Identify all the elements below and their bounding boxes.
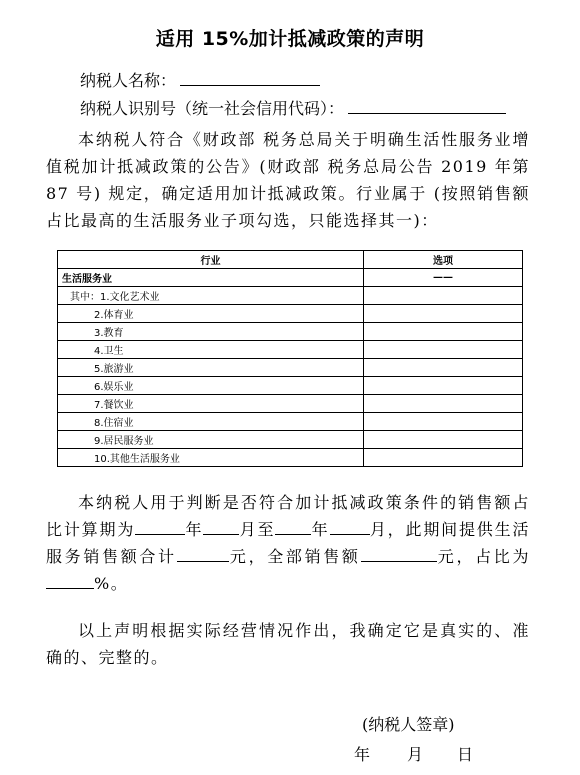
industry-label: 其中：1.文化艺术业 (58, 287, 364, 305)
signature-label: (纳税人签章) (362, 715, 455, 734)
industry-label: 10.其他生活服务业 (58, 449, 364, 467)
sales-text-3: 月至 (239, 520, 276, 539)
taxpayer-name-label: 纳税人名称： (80, 71, 177, 90)
sales-text-6: 元，全部销售额 (228, 547, 361, 566)
sales-ratio-paragraph (46, 489, 530, 597)
table-row (58, 377, 523, 395)
industry-option-cell[interactable] (364, 341, 523, 359)
declaration-paragraph: 本纳税人符合《财政部 税务总局关于明确生活性服务业增值税加计抵减政策的公告》(财政部 税务总局公告 2019 年第 87 号) 规定，确定适用加计抵减政策。行业属于 (按照销售额占比最高的生活服务业子项勾选，只能选择其一)： (46, 130, 530, 230)
life-service-sales-field[interactable] (177, 547, 229, 562)
taxpayer-id-field[interactable] (348, 97, 506, 114)
industry-label: 6.娱乐业 (58, 377, 364, 395)
sales-text-2: 年 (185, 520, 204, 539)
table-row (58, 323, 523, 341)
taxpayer-id-label: 纳税人识别号（统一社会信用代码）： (80, 99, 345, 118)
table-row (58, 269, 523, 287)
industry-label: 8.住宿业 (58, 413, 364, 431)
industry-option-cell[interactable] (364, 413, 523, 431)
ratio-field[interactable] (46, 574, 94, 589)
industry-label: 2.体育业 (58, 305, 364, 323)
date-month-label: 月 (407, 745, 424, 764)
table-row (58, 449, 523, 467)
table-row (58, 431, 523, 449)
confirmation-paragraph: 以上声明根据实际经营情况作出，我确定它是真实的、准确的、完整的。 (46, 621, 530, 667)
industry-label: 9.居民服务业 (58, 431, 364, 449)
date-day-label: 日 (457, 745, 474, 764)
end-year-field[interactable] (275, 520, 311, 535)
table-row (58, 395, 523, 413)
table-row (58, 341, 523, 359)
industry-label: 3.教育 (58, 323, 364, 341)
industry-option-cell[interactable] (364, 323, 523, 341)
sales-text-4: 年 (311, 520, 330, 539)
taxpayer-name-row (80, 68, 320, 91)
industry-label: 生活服务业 (58, 269, 364, 287)
header-option: 选项 (364, 251, 523, 269)
industry-option-cell[interactable] (364, 305, 523, 323)
table-header-row (58, 251, 523, 269)
industry-label: 4.卫生 (58, 341, 364, 359)
sales-text-5: 月，此期间提供生活服务销售额合计 (46, 520, 530, 566)
industry-label: 5.旅游业 (58, 359, 364, 377)
table-row (58, 413, 523, 431)
sales-text-1: 本纳税人用于判断是否符合加计抵减政策条件的销售额占比计算期为 (46, 493, 530, 539)
total-sales-field[interactable] (361, 547, 437, 562)
industry-option-cell[interactable] (364, 377, 523, 395)
industry-option-cell[interactable] (364, 431, 523, 449)
document-title: 适用 15%加计抵减政策的声明 (155, 28, 425, 50)
industry-option-cell[interactable] (364, 287, 523, 305)
industry-option-cell: —— (364, 269, 523, 287)
header-industry: 行业 (58, 251, 364, 269)
start-year-field[interactable] (135, 520, 185, 535)
industry-table (57, 250, 523, 467)
industry-option-cell[interactable] (364, 449, 523, 467)
date-year-label: 年 (354, 745, 371, 764)
end-month-field[interactable] (330, 520, 370, 535)
sales-text-8: %。 (94, 574, 129, 593)
taxpayer-name-field[interactable] (180, 69, 320, 86)
table-row (58, 305, 523, 323)
sales-text-7: 元，占比为 (436, 547, 530, 566)
table-row (58, 359, 523, 377)
taxpayer-id-row (80, 96, 506, 119)
start-month-field[interactable] (203, 520, 239, 535)
industry-label: 7.餐饮业 (58, 395, 364, 413)
table-row (58, 287, 523, 305)
industry-option-cell[interactable] (364, 395, 523, 413)
industry-option-cell[interactable] (364, 359, 523, 377)
